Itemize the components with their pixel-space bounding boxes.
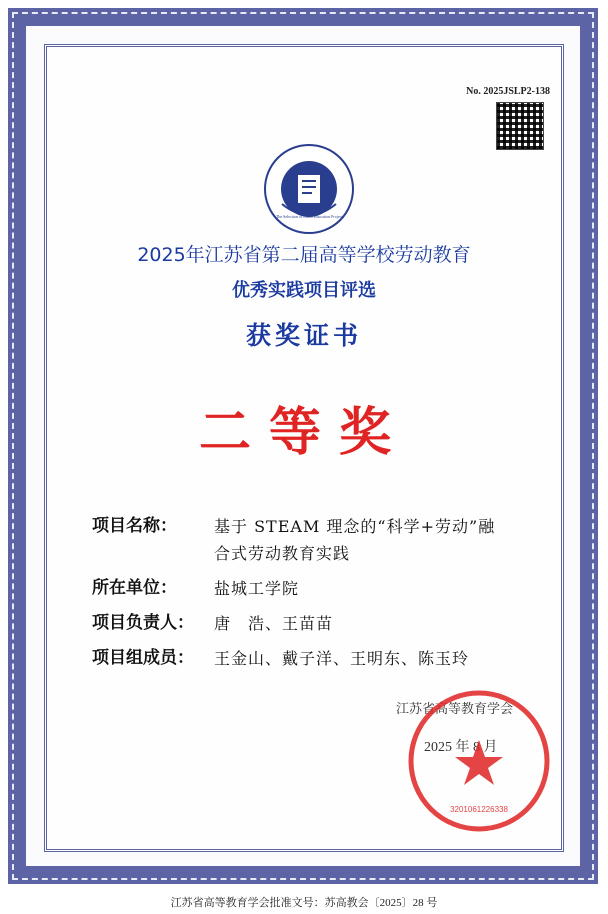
issue-date: 2025 年 8 月 bbox=[424, 740, 498, 755]
project-leader-value: 唐 浩、王苗苗 bbox=[214, 614, 334, 633]
approval-document-number: 江苏省高等教育学会批准文号：苏高教会〔2025〕28 号 bbox=[170, 897, 438, 909]
project-name-label: 项目名称： bbox=[92, 516, 177, 536]
issuer-name: 江苏省高等教育学会 bbox=[396, 701, 514, 716]
project-leader-row bbox=[92, 610, 552, 637]
svg-text:3201061226338: 3201061226338 bbox=[450, 805, 508, 814]
project-name-line1: 基于 STEAM 理念的“科学+劳动”融 bbox=[214, 517, 496, 536]
project-details bbox=[92, 513, 552, 680]
certificate-heading: 获奖证书 bbox=[245, 321, 362, 350]
logo-caption: The Selection of Labor Education Projects bbox=[275, 214, 345, 219]
institution-row bbox=[92, 575, 552, 602]
team-members-value: 王金山、戴子洋、王明东、陈玉玲 bbox=[214, 649, 470, 668]
institution-value: 盐城工学院 bbox=[214, 579, 300, 598]
qr-code-icon bbox=[496, 102, 544, 150]
certificate-title-line1: 2025年江苏省第二届高等学校劳动教育 bbox=[137, 244, 471, 266]
project-name-value bbox=[214, 513, 552, 567]
project-name-line2: 合式劳动教育实践 bbox=[214, 544, 351, 563]
award-level: 二等奖 bbox=[198, 402, 409, 463]
team-members-row bbox=[92, 645, 552, 672]
project-leader-label: 项目负责人： bbox=[92, 613, 194, 633]
labor-education-logo-icon bbox=[262, 142, 356, 236]
project-name-row bbox=[92, 513, 552, 567]
institution-label: 所在单位： bbox=[92, 578, 177, 598]
certificate-title-line2: 优秀实践项目评选 bbox=[232, 280, 376, 301]
certificate-number: No. 2025JSLP2-138 bbox=[466, 86, 550, 97]
team-members-label: 项目组成员： bbox=[92, 648, 194, 668]
red-seal-stamp-icon bbox=[406, 688, 552, 834]
